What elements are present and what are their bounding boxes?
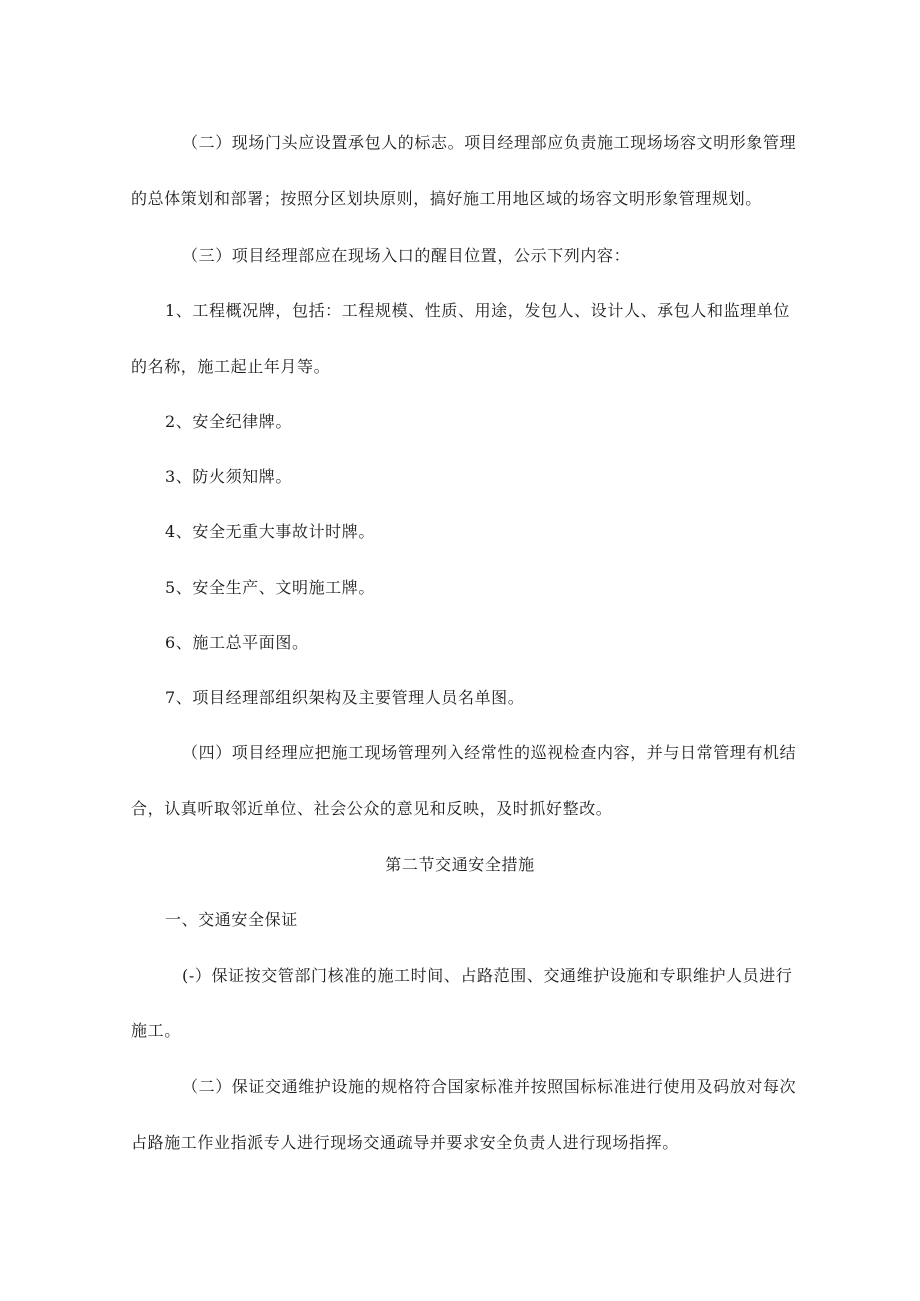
- list-item-7: 7、项目经理部组织架构及主要管理人员名单图。: [165, 688, 525, 707]
- item-1-line-2: 施工。: [131, 1021, 181, 1040]
- list-item-6: 6、施工总平面图。: [165, 633, 309, 652]
- list-item-3: 3、防火须知牌。: [165, 467, 292, 486]
- section-title: 第二节交通安全措施: [385, 855, 535, 874]
- list-item-2: 2、安全纪律牌。: [165, 412, 292, 431]
- subsection-title: 一、交通安全保证: [165, 910, 298, 929]
- paragraph-2-line-2: 的总体策划和部署；按照分区划块原则，搞好施工用地区域的场容文明形象管理规划。: [131, 189, 762, 208]
- list-item-1-line-1: 1、工程概况牌，包括：工程规模、性质、用途，发包人、设计人、承包人和监理单位: [165, 301, 790, 320]
- item-2-line-1: （二）保证交通维护设施的规格符合国家标准并按照国标标准进行使用及码放对每次: [182, 1077, 797, 1096]
- paragraph-2-line-1: （二）现场门头应设置承包人的标志。项目经理部应负责施工现场场容文明形象管理: [182, 133, 797, 152]
- paragraph-4-line-2: 合，认真听取邻近单位、社会公众的意见和反映，及时抓好整改。: [131, 799, 613, 818]
- item-1-line-1: (-）保证按交管部门核准的施工时间、占路范围、交通维护设施和专职维护人员进行: [182, 966, 793, 985]
- list-item-5: 5、安全生产、文明施工牌。: [165, 578, 375, 597]
- item-2-line-2: 占路施工作业指派专人进行现场交通疏导并要求安全负责人进行现场指挥。: [131, 1133, 679, 1152]
- list-item-4: 4、安全无重大事故计时牌。: [165, 522, 375, 541]
- list-item-1-line-2: 的名称，施工起止年月等。: [131, 357, 331, 376]
- paragraph-4-line-1: （四）项目经理应把施工现场管理列入经常性的巡视检查内容，并与日常管理有机结: [182, 743, 797, 762]
- paragraph-3: （三）项目经理部应在现场入口的醒目位置，公示下列内容：: [182, 246, 631, 265]
